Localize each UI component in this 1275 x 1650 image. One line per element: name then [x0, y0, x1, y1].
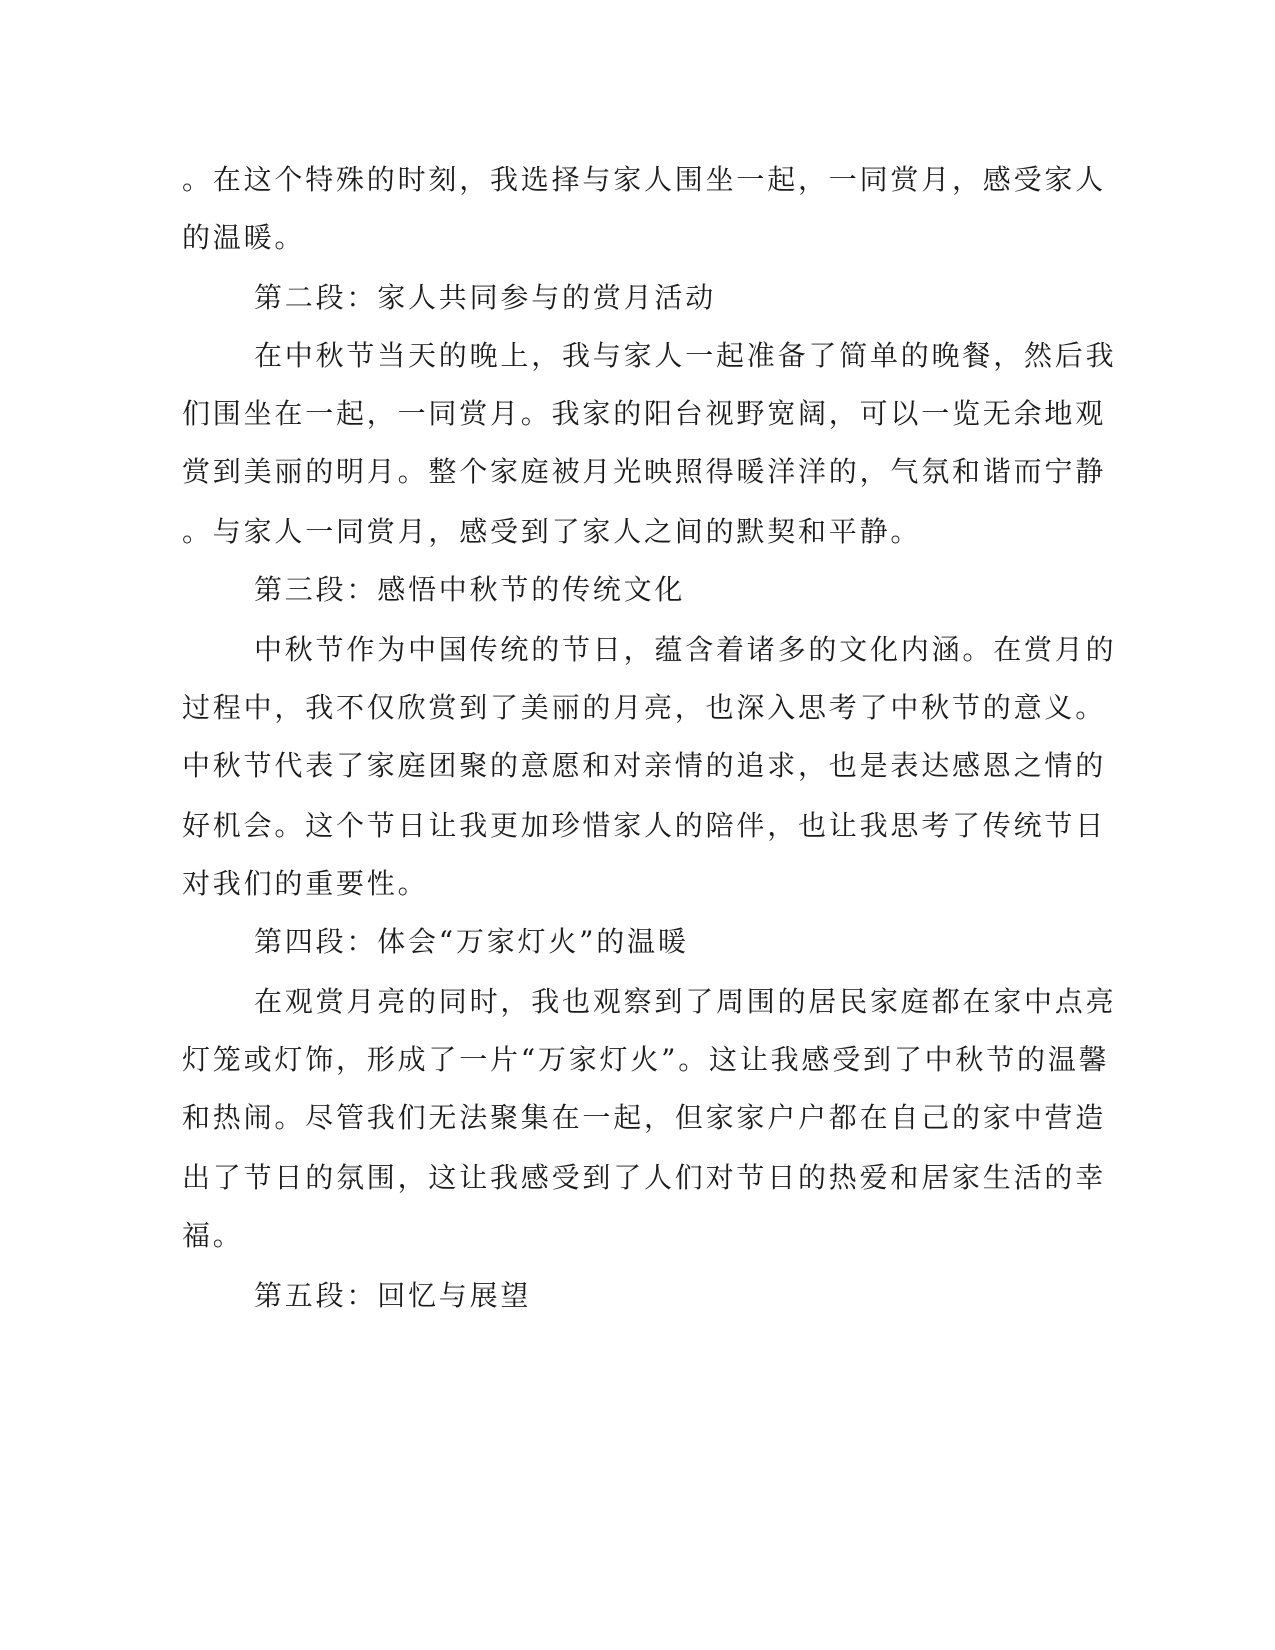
section-heading-4: 第四段：体会“万家灯火”的温暖: [254, 925, 689, 958]
paragraph-line: 。在这个特殊的时刻，我选择与家人围坐一起，一同赏月，感受家人: [182, 163, 1107, 196]
paragraph-line: 对我们的重要性。: [182, 867, 429, 900]
paragraph-line: 和热闹。尽管我们无法聚集在一起，但家家户户都在自己的家中营造: [182, 1101, 1107, 1134]
paragraph-line: 的温暖。: [182, 221, 306, 254]
paragraph-line: 灯笼或灯饰，形成了一片“万家灯火”。这让我感受到了中秋节的温馨: [182, 1043, 1110, 1076]
paragraph-line: 在观赏月亮的同时，我也观察到了周围的居民家庭都在家中点亮: [254, 985, 1117, 1018]
paragraph-line: 中秋节代表了家庭团聚的意愿和对亲情的追求，也是表达感恩之情的: [182, 749, 1107, 782]
paragraph-line: 在中秋节当天的晚上，我与家人一起准备了简单的晚餐，然后我: [254, 339, 1117, 372]
paragraph-line: 中秋节作为中国传统的节日，蕴含着诸多的文化内涵。在赏月的: [254, 633, 1117, 666]
paragraph-line: 赏到美丽的明月。整个家庭被月光映照得暖洋洋的，气氛和谐而宁静: [182, 455, 1107, 488]
paragraph-line: 好机会。这个节日让我更加珍惜家人的陪伴，也让我思考了传统节日: [182, 809, 1107, 842]
paragraph-line: 福。: [182, 1219, 244, 1252]
section-heading-2: 第二段：家人共同参与的赏月活动: [254, 281, 717, 314]
section-heading-5: 第五段：回忆与展望: [254, 1279, 532, 1312]
paragraph-line: 出了节日的氛围，这让我感受到了人们对节日的热爱和居家生活的幸: [182, 1161, 1107, 1194]
section-heading-3: 第三段：感悟中秋节的传统文化: [254, 573, 686, 606]
paragraph-line: 。与家人一同赏月，感受到了家人之间的默契和平静。: [182, 515, 922, 548]
paragraph-line: 们围坐在一起，一同赏月。我家的阳台视野宽阔，可以一览无余地观: [182, 397, 1107, 430]
paragraph-line: 过程中，我不仅欣赏到了美丽的月亮，也深入思考了中秋节的意义。: [182, 691, 1107, 724]
